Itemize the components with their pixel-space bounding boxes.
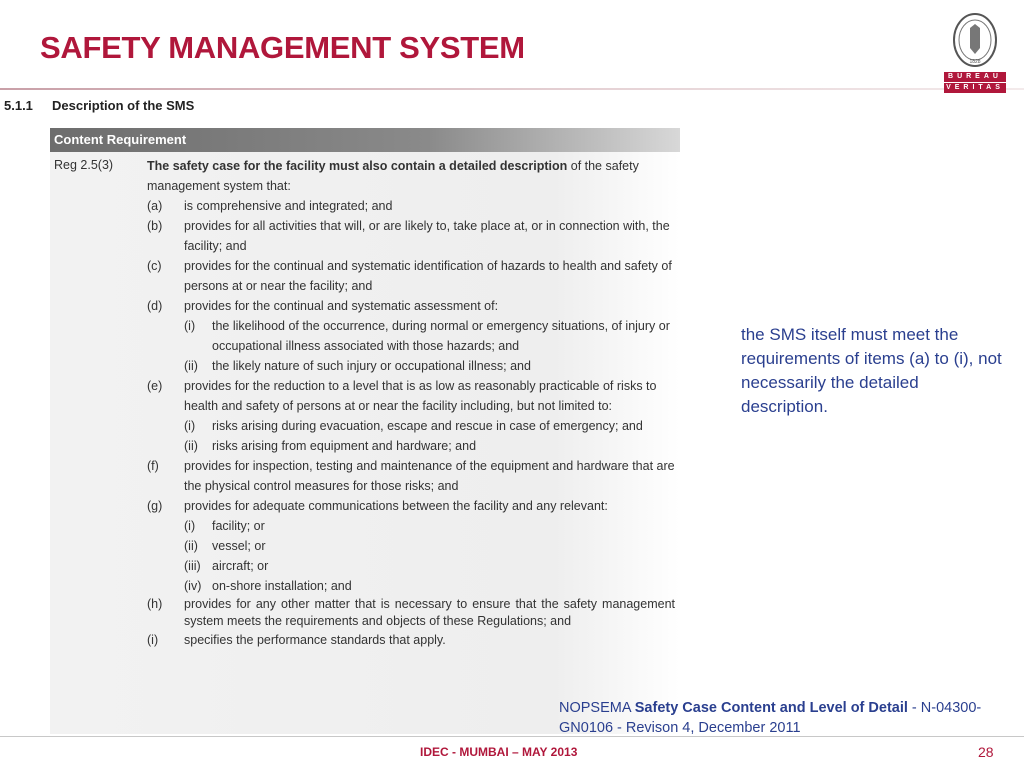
content-requirement-header: Content Requirement xyxy=(50,128,680,152)
sub-item xyxy=(184,536,675,556)
item-label: (c) xyxy=(147,259,162,273)
list-item xyxy=(147,296,675,376)
sub-item-label: (i) xyxy=(184,519,196,533)
regulation-excerpt xyxy=(50,128,680,734)
sub-item xyxy=(184,416,675,436)
sub-item-label: (ii) xyxy=(184,439,198,453)
seal-icon xyxy=(952,12,998,70)
sub-item xyxy=(184,516,675,536)
list-item xyxy=(147,376,675,456)
sub-item xyxy=(184,576,675,596)
item-text: specifies the performance standards that apply. xyxy=(184,633,446,647)
list-item xyxy=(147,596,675,630)
sub-item xyxy=(184,316,675,356)
list-item xyxy=(147,630,675,650)
sub-item-label: (i) xyxy=(184,419,196,433)
list-item xyxy=(147,196,675,216)
footer-divider xyxy=(0,736,1024,737)
sub-item-text: the likelihood of the occurrence, during normal or emergency situations, of injury or occupational illness associated with those hazards; and xyxy=(212,319,670,353)
sub-item xyxy=(184,436,675,456)
item-label: (h) xyxy=(147,597,163,611)
page-number: 28 xyxy=(978,744,994,760)
sub-item xyxy=(184,356,675,376)
item-label: (e) xyxy=(147,379,163,393)
sub-item-text: aircraft; or xyxy=(212,559,269,573)
logo-band-top: BUREAU xyxy=(944,72,1006,82)
intro-bold: The safety case for the facility must also contain a detailed description xyxy=(147,159,568,173)
item-text: provides for the continual and systematic identification of hazards to health and safety of persons at or near the facility; and xyxy=(184,259,672,293)
title-divider xyxy=(0,88,1024,90)
source-citation xyxy=(559,698,1009,738)
commentary-note: the SMS itself must meet the requirements of items (a) to (i), not necessarily the detailed description. xyxy=(741,325,1002,416)
sub-item-label: (ii) xyxy=(184,359,198,373)
item-label: (a) xyxy=(147,199,163,213)
item-label: (b) xyxy=(147,219,163,233)
item-text: provides for inspection, testing and maintenance of the equipment and hardware that are the physical control measures for those risks; and xyxy=(184,459,675,493)
item-label: (d) xyxy=(147,299,163,313)
item-text: provides for all activities that will, or are likely to, take place at, or in connection with, the facility; and xyxy=(184,219,670,253)
list-item xyxy=(147,496,675,596)
section-number: 5.1.1 xyxy=(4,98,33,113)
item-text: provides for adequate communications between the facility and any relevant: xyxy=(184,499,608,513)
logo-band-bottom: VERITAS xyxy=(944,83,1006,93)
source-rest: - N-04300-GN0106 - Revison 4, December 2011 xyxy=(559,700,982,736)
item-label: (g) xyxy=(147,499,163,513)
sub-item-text: facility; or xyxy=(212,519,265,533)
list-item xyxy=(147,216,675,256)
sub-item-label: (i) xyxy=(184,319,196,333)
item-text: provides for any other matter that is necessary to ensure that the safety management system meets the requirements and objects of these Regulations; and xyxy=(184,597,675,628)
sub-item-text: risks arising from equipment and hardware; and xyxy=(212,439,477,453)
item-label: (i) xyxy=(147,633,159,647)
section-title: Description of the SMS xyxy=(52,98,195,113)
slide-title: SAFETY MANAGEMENT SYSTEM xyxy=(40,30,525,65)
sub-item-text: on-shore installation; and xyxy=(212,579,352,593)
sub-item-label: (iii) xyxy=(184,559,201,573)
list-item xyxy=(147,456,675,496)
list-item xyxy=(147,256,675,296)
regulation-intro xyxy=(147,156,675,196)
item-text: is comprehensive and integrated; and xyxy=(184,199,393,213)
sub-item-label: (iv) xyxy=(184,579,202,593)
footer-text: IDEC - MUMBAI – MAY 2013 xyxy=(420,745,578,759)
bureau-veritas-logo xyxy=(944,12,1006,92)
sub-item-text: vessel; or xyxy=(212,539,266,553)
regulation-body xyxy=(147,156,675,650)
sub-item xyxy=(184,556,675,576)
item-label: (f) xyxy=(147,459,159,473)
sub-item-text: risks arising during evacuation, escape and rescue in case of emergency; and xyxy=(212,419,643,433)
item-text: provides for the continual and systematic assessment of: xyxy=(184,299,499,313)
section-heading xyxy=(4,98,194,113)
source-org: NOPSEMA xyxy=(559,700,635,716)
regulation-reference: Reg 2.5(3) xyxy=(54,158,114,172)
seal-year: 1828 xyxy=(969,59,981,65)
sub-item-label: (ii) xyxy=(184,539,198,553)
item-text: provides for the reduction to a level that is as low as reasonably practicable of risks to health and safety of persons at or near the facility including, but not limited to: xyxy=(184,379,657,413)
sub-item-text: the likely nature of such injury or occupational illness; and xyxy=(212,359,531,373)
source-title: Safety Case Content and Level of Detail xyxy=(634,700,908,716)
intro-rest: of the safety management system that: xyxy=(147,159,639,193)
